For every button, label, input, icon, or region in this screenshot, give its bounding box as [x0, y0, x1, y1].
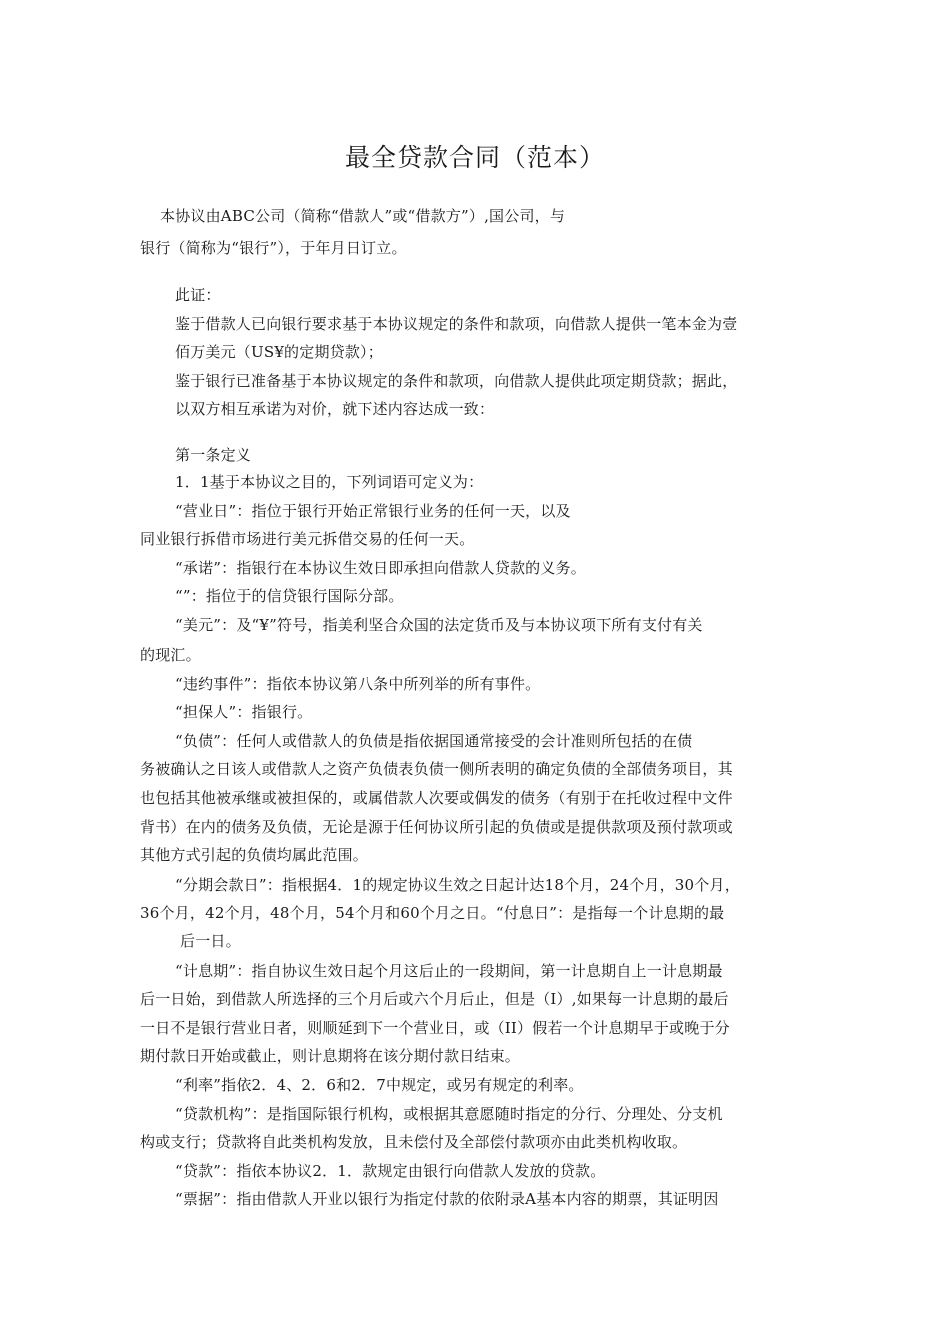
- paragraph-line: “计息期”：指自协议生效日起个月这后止的一段期间，第一计息期自上一计息期最: [175, 962, 723, 980]
- paragraph-line: 佰万美元（US¥的定期贷款）；: [175, 343, 383, 361]
- paragraph-line: “营业日”：指位于银行开始正常银行业务的任何一天，以及: [175, 502, 571, 520]
- paragraph-line: 36个月，42个月，48个月，54个月和60个月之日。“付息日”：是指每一个计息期的最: [140, 904, 725, 922]
- paragraph-line: “票据”：指由借款人开业以银行为指定付款的依附录A基本内容的期票，其证明因: [175, 1190, 719, 1208]
- paragraph-line: “美元”：及“¥”符号，指美利坚合众国的法定货币及与本协议项下所有支付有关: [175, 616, 703, 634]
- paragraph-line: 构或支行；贷款将自此类机构发放，且未偿付及全部偿付款项亦由此类机构收取。: [140, 1133, 688, 1151]
- paragraph-line: 1．1基于本协议之目的，下列词语可定义为：: [175, 473, 484, 491]
- paragraph-line: 同业银行拆借市场进行美元拆借交易的任何一天。: [140, 530, 475, 548]
- paragraph-line: 后一日。: [180, 932, 241, 950]
- paragraph-line: 后一日始，到借款人所选择的三个月后或六个月后止，但是（I）,如果每一计息期的最后: [140, 990, 729, 1008]
- paragraph-line: 鉴于借款人已向银行要求基于本协议规定的条件和款项，向借款人提供一笔本金为壹: [175, 315, 738, 333]
- paragraph-line: 银行（简称为“银行”），于年月日订立。: [140, 239, 407, 257]
- paragraph-line: 的现汇。: [140, 646, 201, 664]
- paragraph-line: 以双方相互承诺为对价，就下述内容达成一致：: [175, 400, 495, 418]
- paragraph-line: “”：指位于的信贷银行国际分部。: [175, 587, 404, 605]
- paragraph-line: 也包括其他被承继或被担保的，或属借款人次要或偶发的债务（有别于在托收过程中文件: [140, 789, 733, 807]
- paragraph-line: “贷款”：指依本协议2．1．款规定由银行向借款人发放的贷款。: [175, 1162, 606, 1180]
- paragraph-line: 一日不是银行营业日者，则顺延到下一个营业日，或（II）假若一个计息期早于或晚于分: [140, 1019, 730, 1037]
- paragraph-line: “贷款机构”：是指国际银行机构，或根据其意愿随时指定的分行、分理处、分支机: [175, 1105, 723, 1123]
- document-title: 最全贷款合同（范本）: [344, 143, 605, 172]
- paragraph-line: 此证：: [175, 286, 221, 304]
- paragraph-line: “负债”：任何人或借款人的负债是指依据国通常接受的会计准则所包括的在债: [175, 732, 693, 750]
- paragraph-line: 务被确认之日该人或借款人之资产负债表负债一侧所表明的确定负债的全部债务项目，其: [140, 760, 733, 778]
- paragraph-line: “分期会款日”：指根据4．1的规定协议生效之日起计达18个月，24个月，30个月，: [175, 876, 740, 894]
- section-heading: 第一条定义: [175, 446, 252, 464]
- paragraph-line: “违约事件”：指依本协议第八条中所列举的所有事件。: [175, 675, 541, 693]
- paragraph-line: “担保人”：指银行。: [175, 703, 313, 721]
- paragraph-line: “承诺”：指银行在本协议生效日即承担向借款人贷款的义务。: [175, 559, 586, 577]
- paragraph-line: “利率”指依2．4、2．6和2．7中规定，或另有规定的利率。: [175, 1076, 584, 1094]
- paragraph-line: 其他方式引起的负债均属此范围。: [140, 846, 369, 864]
- paragraph-line: 本协议由ABC公司（简称“借款人”或“借款方”）,国公司，与: [160, 207, 566, 225]
- paragraph-line: 背书）在内的债务及负债，无论是源于任何协议所引起的负债或是提供款项及预付款项或: [140, 818, 733, 836]
- paragraph-line: 期付款日开始或截止，则计息期将在该分期付款日结束。: [140, 1047, 521, 1065]
- paragraph-line: 鉴于银行已准备基于本协议规定的条件和款项，向借款人提供此项定期贷款；据此，: [175, 372, 738, 390]
